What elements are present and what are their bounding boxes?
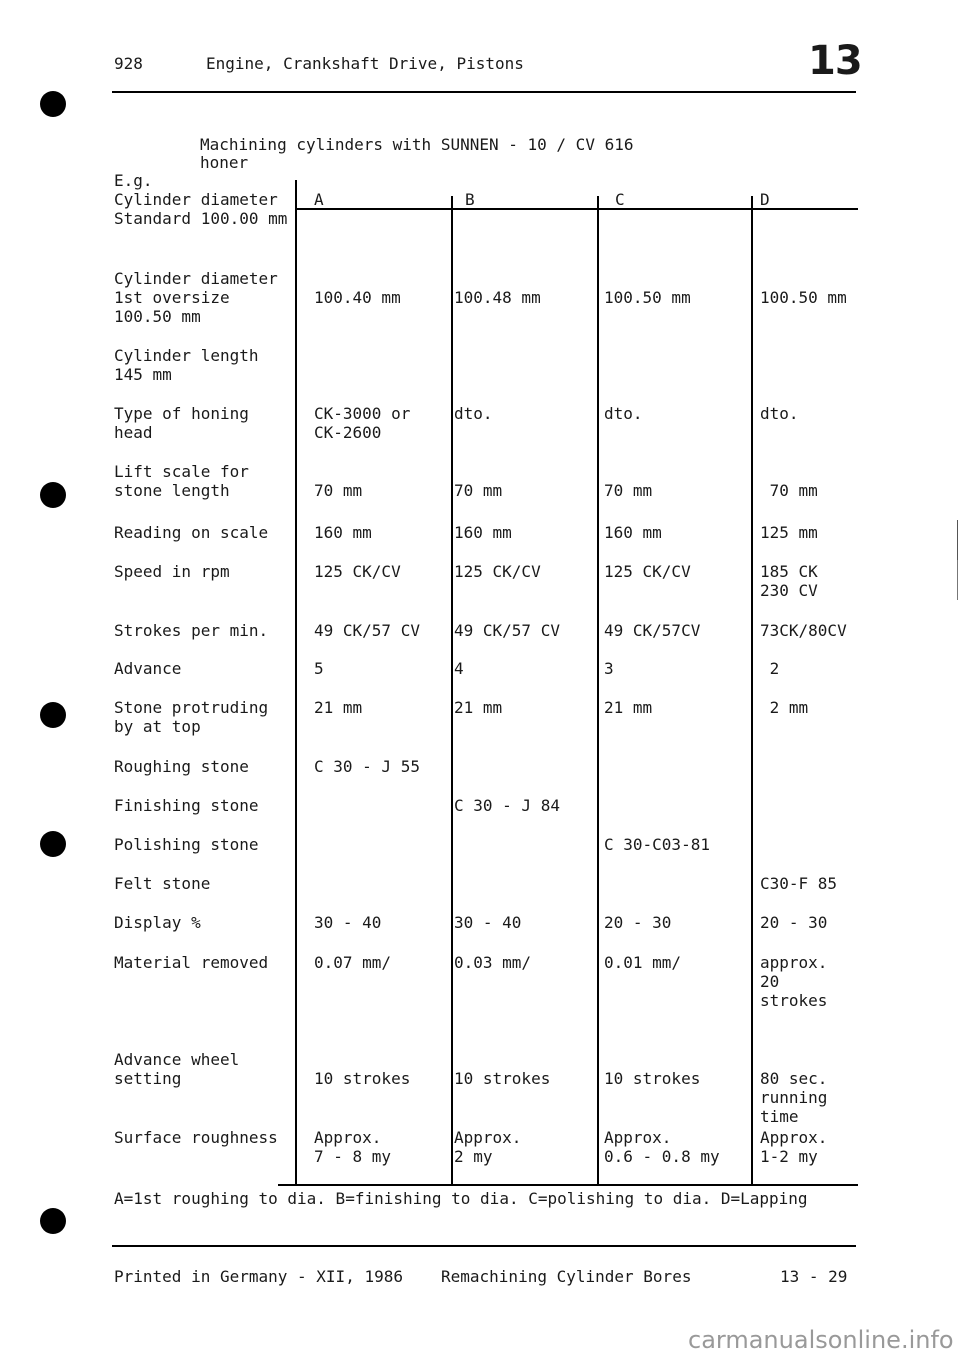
- intro-line-2: honer: [200, 153, 249, 172]
- row-label: Felt stone: [114, 874, 211, 893]
- footer-page: 13 - 29: [780, 1267, 848, 1286]
- cell-a: 125 CK/CV: [314, 562, 401, 581]
- cell-c: 100.50 mm: [604, 288, 691, 307]
- cell-a: 160 mm: [314, 523, 372, 542]
- binder-hole-5: [40, 1208, 66, 1234]
- cell-a: Approx. 7 - 8 my: [314, 1128, 392, 1166]
- row-label: 100.50 mm: [114, 307, 201, 326]
- row-label: Surface roughness: [114, 1128, 278, 1147]
- cell-a: 10 strokes: [314, 1069, 411, 1088]
- row-label: Strokes per min.: [114, 621, 269, 640]
- cell-d: 70 mm: [760, 481, 818, 500]
- cell-d: 20 - 30: [760, 913, 828, 932]
- cell-c: C 30-C03-81: [604, 835, 710, 854]
- row-label: Material removed: [114, 953, 269, 972]
- column-header-rule: [296, 208, 858, 210]
- cell-c: 49 CK/57CV: [604, 621, 701, 640]
- page-title: Engine, Crankshaft Drive, Pistons: [206, 54, 524, 73]
- cell-c: 0.01 mm/: [604, 953, 682, 972]
- cell-d: 185 CK 230 CV: [760, 562, 818, 600]
- binder-hole-3: [40, 702, 66, 728]
- watermark: carmanualsonline.info: [688, 1326, 954, 1354]
- row-label: Advance wheel: [114, 1050, 240, 1069]
- footer-printed: Printed in Germany - XII, 1986: [114, 1267, 403, 1286]
- cell-b: 49 CK/57 CV: [454, 621, 560, 640]
- cell-c: 160 mm: [604, 523, 662, 542]
- cell-d: 73CK/80CV: [760, 621, 847, 640]
- cell-c: Approx. 0.6 - 0.8 my: [604, 1128, 720, 1166]
- column-divider-cd: [751, 196, 753, 1186]
- row-label: Stone protruding: [114, 698, 269, 717]
- cell-d: approx. 20 strokes: [760, 953, 828, 1010]
- cell-c: 3: [604, 659, 614, 678]
- row-label: E.g.: [114, 171, 153, 190]
- cell-b: 4: [454, 659, 464, 678]
- row-label: Type of honing: [114, 404, 249, 423]
- row-label: Roughing stone: [114, 757, 249, 776]
- row-label: Polishing stone: [114, 835, 259, 854]
- page-number: 928: [114, 54, 143, 73]
- scan-artifact-line-1: [957, 520, 958, 560]
- intro-line-1: Machining cylinders with SUNNEN - 10 / CV 616: [200, 135, 634, 154]
- column-header-d: D: [760, 190, 770, 209]
- row-label: Finishing stone: [114, 796, 259, 815]
- cell-b: 10 strokes: [454, 1069, 551, 1088]
- cell-b: 21 mm: [454, 698, 503, 717]
- column-divider-bc: [597, 196, 599, 1186]
- column-header-a: A: [314, 190, 324, 209]
- column-header-c: C: [615, 190, 625, 209]
- chapter-number: 13: [808, 38, 862, 84]
- cell-a: 21 mm: [314, 698, 363, 717]
- cell-a: CK-3000 or CK-2600: [314, 404, 411, 442]
- cell-d: dto.: [760, 404, 799, 423]
- row-label: setting: [114, 1069, 182, 1088]
- binder-hole-4: [40, 831, 66, 857]
- table-footnote: A=1st roughing to dia. B=finishing to dia. C=polishing to dia. D=Lapping: [114, 1189, 808, 1208]
- row-label: Cylinder diameter: [114, 269, 278, 288]
- header-rule: [112, 91, 856, 93]
- cell-c: 10 strokes: [604, 1069, 701, 1088]
- cell-a: C 30 - J 55: [314, 757, 420, 776]
- column-divider-label: [295, 180, 297, 1186]
- cell-a: 5: [314, 659, 324, 678]
- cell-d: 2 mm: [760, 698, 809, 717]
- row-label: Cylinder diameter: [114, 190, 278, 209]
- row-label: Cylinder length: [114, 346, 259, 365]
- scan-artifact-line-2: [957, 560, 958, 600]
- row-label: Lift scale for: [114, 462, 249, 481]
- cell-a: 30 - 40: [314, 913, 382, 932]
- cell-a: 100.40 mm: [314, 288, 401, 307]
- cell-c: dto.: [604, 404, 643, 423]
- cell-b: Approx. 2 my: [454, 1128, 522, 1166]
- binder-hole-2: [40, 482, 66, 508]
- cell-a: 70 mm: [314, 481, 363, 500]
- cell-b: 0.03 mm/: [454, 953, 532, 972]
- cell-b: 125 CK/CV: [454, 562, 541, 581]
- cell-d: 125 mm: [760, 523, 818, 542]
- cell-b: 30 - 40: [454, 913, 522, 932]
- cell-b: C 30 - J 84: [454, 796, 560, 815]
- row-label: Display %: [114, 913, 201, 932]
- cell-a: 49 CK/57 CV: [314, 621, 420, 640]
- cell-d: 100.50 mm: [760, 288, 847, 307]
- column-header-b: B: [465, 190, 475, 209]
- cell-c: 21 mm: [604, 698, 653, 717]
- cell-d: 2: [760, 659, 780, 678]
- binder-hole-1: [40, 91, 66, 117]
- row-label: head: [114, 423, 153, 442]
- footer-section: Remachining Cylinder Bores: [441, 1267, 692, 1286]
- cell-d: C30-F 85: [760, 874, 838, 893]
- column-divider-ab: [451, 196, 453, 1186]
- footer-rule: [112, 1245, 856, 1247]
- cell-b: 160 mm: [454, 523, 512, 542]
- cell-b: 100.48 mm: [454, 288, 541, 307]
- table-bottom-rule: [278, 1184, 858, 1186]
- row-label: Standard 100.00 mm: [114, 209, 288, 228]
- cell-b: 70 mm: [454, 481, 503, 500]
- cell-a: 0.07 mm/: [314, 953, 392, 972]
- cell-b: dto.: [454, 404, 493, 423]
- row-label: Advance: [114, 659, 182, 678]
- cell-c: 20 - 30: [604, 913, 672, 932]
- cell-d: Approx. 1-2 my: [760, 1128, 828, 1166]
- row-label: 145 mm: [114, 365, 172, 384]
- row-label: Reading on scale: [114, 523, 269, 542]
- row-label: 1st oversize: [114, 288, 230, 307]
- row-label: by at top: [114, 717, 201, 736]
- cell-c: 125 CK/CV: [604, 562, 691, 581]
- row-label: Speed in rpm: [114, 562, 230, 581]
- cell-c: 70 mm: [604, 481, 653, 500]
- row-label: stone length: [114, 481, 230, 500]
- cell-d: 80 sec. running time: [760, 1069, 828, 1126]
